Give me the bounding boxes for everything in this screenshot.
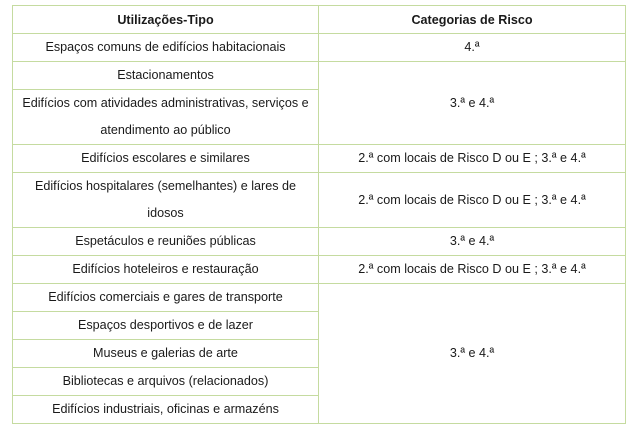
table-row	[13, 62, 626, 90]
risk-category-cell: 2.ª com locais de Risco D ou E ; 3.ª e 4.ª	[319, 256, 626, 284]
usage-type-cell: Museus e galerias de arte	[13, 340, 319, 368]
header-risk-categories: Categorias de Risco	[319, 6, 626, 34]
table-row	[13, 145, 626, 173]
usage-type-cell: Espaços comuns de edifícios habitacionais	[13, 34, 319, 62]
table-row	[13, 228, 626, 256]
usage-type-cell: Edifícios comerciais e gares de transporte	[13, 284, 319, 312]
risk-category-cell: 4.ª	[319, 34, 626, 62]
risk-category-cell: 3.ª e 4.ª	[319, 228, 626, 256]
risk-category-table-container	[12, 5, 625, 424]
usage-type-cell: Espetáculos e reuniões públicas	[13, 228, 319, 256]
usage-type-cell: Espaços desportivos e de lazer	[13, 312, 319, 340]
usage-type-cell: Edifícios escolares e similares	[13, 145, 319, 173]
table-row	[13, 34, 626, 62]
table-row	[13, 256, 626, 284]
risk-category-cell: 2.ª com locais de Risco D ou E ; 3.ª e 4.ª	[319, 173, 626, 228]
usage-type-cell: Edifícios industriais, oficinas e armazéns	[13, 396, 319, 424]
usage-type-cell: Estacionamentos	[13, 62, 319, 90]
usage-type-cell: Bibliotecas e arquivos (relacionados)	[13, 368, 319, 396]
risk-category-cell: 2.ª com locais de Risco D ou E ; 3.ª e 4.ª	[319, 145, 626, 173]
risk-category-cell: 3.ª e 4.ª	[319, 62, 626, 145]
risk-category-table	[12, 5, 626, 424]
usage-type-cell: Edifícios com atividades administrativas, serviços e atendimento ao público	[13, 90, 319, 145]
usage-type-cell: Edifícios hospitalares (semelhantes) e lares de idosos	[13, 173, 319, 228]
usage-type-cell: Edifícios hoteleiros e restauração	[13, 256, 319, 284]
table-row	[13, 284, 626, 312]
table-row	[13, 173, 626, 228]
risk-category-cell: 3.ª e 4.ª	[319, 284, 626, 424]
table-header-row	[13, 6, 626, 34]
header-usage-types: Utilizações-Tipo	[13, 6, 319, 34]
